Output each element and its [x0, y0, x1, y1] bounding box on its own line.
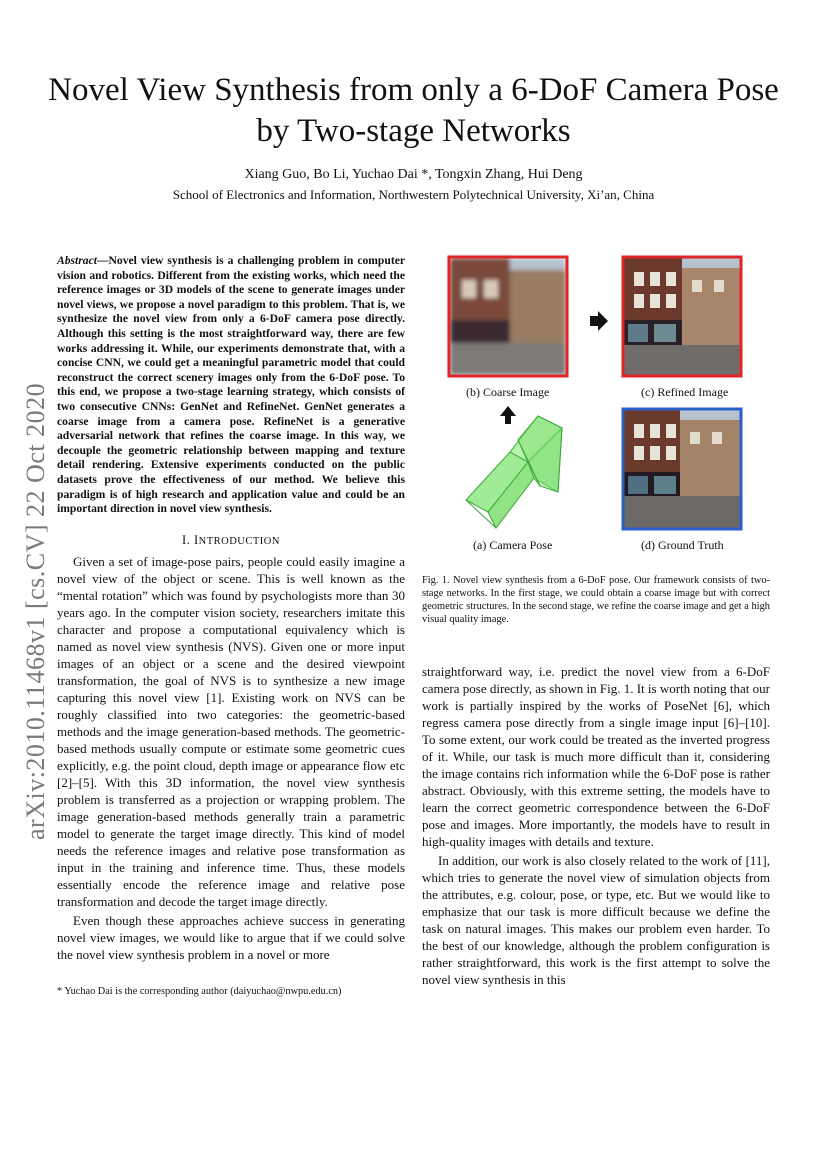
author-list: Xiang Guo, Bo Li, Yuchao Dai *, Tongxin Zhang, Hui Deng	[244, 167, 583, 182]
figure-graphic	[422, 250, 770, 570]
figure-label-ground-truth: (d) Ground Truth	[641, 538, 724, 552]
abstract	[57, 254, 405, 517]
paragraph: In addition, our work is also closely related to the work of [11], which tries to generate the novel view of simulation objects from the attributes, e.g. colour, pose, or type, etc. But we would like to emphasize that our task is more difficult because we define the task on natural images. This makes our problem even harder. To the best of our knowledge, although the problem configuration is rather straightforward, this work is the first attempt to solve the novel view synthesis in this	[422, 853, 770, 987]
paragraph: straightforward way, i.e. predict the novel view from a 6-DoF camera pose directly, as shown in Fig. 1. It is worth noting that our work is partially inspired by the works of PoseNet [6], which regress camera pose directly from a single image input [6]–[10]. To some extent, our work could be treated as the inverted progress of it. While, our task is much more difficult than it, considering the image contains rich information while the 6-DoF pose is rather abstract. Obviously, with this extreme setting, the models have to learn the correct geometric correspondence between the 6-DoF pose and images. More importantly, the models have to result in high-quality images with details and texture.	[422, 664, 770, 849]
camera-pose-graphic	[466, 416, 562, 528]
arrow-up-icon	[500, 406, 516, 424]
paragraph: Even though these approaches achieve success in generating novel view images, we would like to argue that if we could solve the novel view synthesis problem in a novel or more	[57, 913, 405, 962]
paragraph: Given a set of image-pose pairs, people could easily imagine a novel view of the object or scene. This is well known as the “mental rotation” which was found by psychologists more than 30 years ago. In the computer vision society, researchers imitate this character and propose a computational equivalency which is named as novel view synthesis (NVS). Given one or more input images of an object or a scene and the desired viewpoint transformation, the goal of NVS is to synthesize a new image capturing this novel view [1]. Existing work on NVS can be roughly classified into two categories: the geometric-based methods and the image generation-based methods. The geometric-based methods usually compute or estimate some geometric cues explicitly, e.g. the point cloud, depth image or appearance flow etc [2]–[5]. With this 3D information, the novel view synthesis problem is transferred as a projection or wrapping problem. The image generation-based methods generally train a parametric model to generate the target image directly. This kind of model needs the reference images and relative pose transformation as input in the training and inference time. Thus, these models essentially encode the reference image and relative pose transformation and decode the target image directly.	[57, 554, 405, 909]
abstract-text: —Novel view synthesis is a challenging problem in computer vision and robotics. Different from the existing works, which need the reference images or 3D models of the scene to generate images under novel views, we propose a novel paradigm to this problem. That is, we synthesize the novel view from only a 6-DoF camera pose directly. Although this setting is the most straightforward way, there are few works addressing it. While, our experiments demonstrate that, with a concise CNN, we could get a meaningful parametric model that could reconstruct the correct scenery images only from the 6-DoF pose. To this end, we propose a two-stage learning strategy, which consists of two consecutive CNNs: GenNet and RefineNet. GenNet generates a coarse image from a camera pose. RefineNet is a generative adversarial network that refines the coarse image. In this way, we decouple the geometric relationship between mapping and texture detail rendering. Extensive experiments conducted on the public datasets prove the effectiveness of our method. We believe this paradigm is of high research and application value and could be an important direction in novel view synthesis.	[57, 254, 405, 516]
figure-label-coarse: (b) Coarse Image	[466, 385, 550, 399]
left-column-body	[57, 553, 405, 963]
figure-label-refined: (c) Refined Image	[641, 385, 729, 399]
paper-title: Novel View Synthesis from only a 6-DoF Camera Pose by Two-stage Networks	[48, 72, 779, 149]
figure-1	[422, 250, 770, 570]
ground-truth-image	[623, 409, 741, 529]
right-column-body	[422, 663, 770, 988]
arrow-right-icon	[590, 311, 608, 331]
refined-image	[623, 257, 741, 376]
figure-caption: Fig. 1. Novel view synthesis from a 6-DoF pose. Our framework consists of two-stage networks. In the first stage, we could obtain a coarse image but with correct geometric structures. In the second stage, we refine the coarse image and get a high visual quality image.	[422, 575, 770, 625]
footnote: * Yuchao Dai is the corresponding author (daiyuchao@nwpu.edu.cn)	[57, 986, 342, 997]
arxiv-side-stamp: arXiv:2010.11468v1 [cs.CV] 22 Oct 2020	[21, 382, 50, 840]
affiliation: School of Electronics and Information, Northwestern Polytechnical University, Xi’an, China	[172, 187, 655, 202]
coarse-image	[448, 256, 568, 377]
section-heading: I. INTRODUCTION	[182, 533, 280, 547]
abstract-label: Abstract	[57, 254, 97, 267]
figure-label-camera-pose: (a) Camera Pose	[473, 538, 553, 552]
